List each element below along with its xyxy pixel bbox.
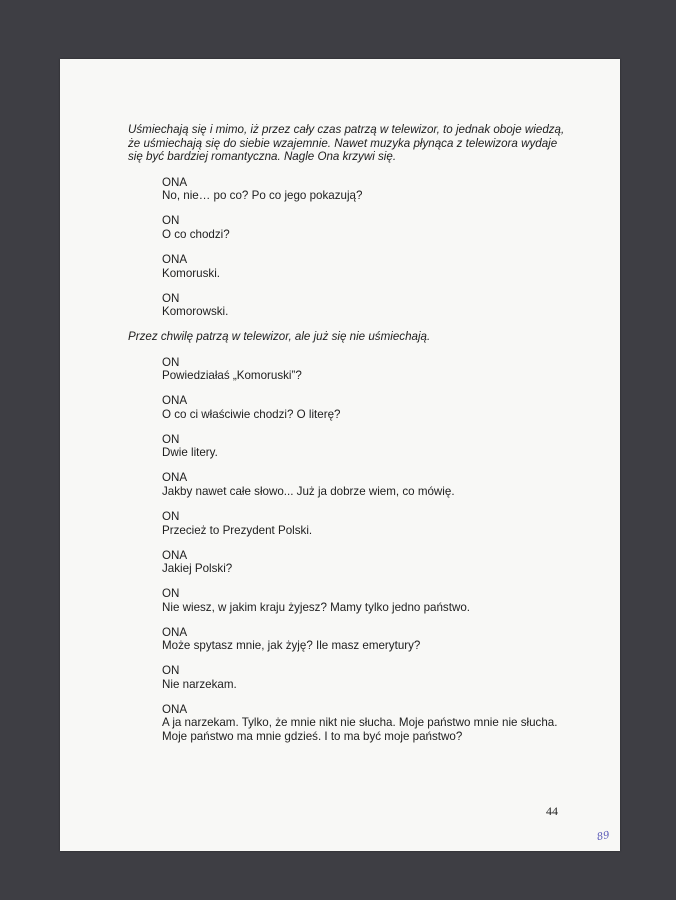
- speaker-name: ON: [162, 664, 180, 678]
- dialogue-line: [162, 214, 568, 241]
- dialogue-line: [162, 356, 568, 383]
- document-page: [60, 59, 620, 851]
- speaker-name: ONA: [162, 394, 188, 408]
- speech-text: Nie narzekam.: [162, 677, 237, 691]
- speaker-name: ON: [162, 432, 180, 446]
- stage-direction-2: Przez chwilę patrzą w telewizor, ale już się nie uśmiechają.: [128, 330, 431, 344]
- speech-text: Dwie litery.: [162, 446, 218, 460]
- speech-text: O co chodzi?: [162, 227, 230, 241]
- speech-text: No, nie… po co? Po co jego pokazują?: [162, 189, 363, 203]
- dialogue-line: [162, 471, 568, 498]
- dialogue-line: [162, 587, 568, 614]
- speaker-name: ONA: [162, 702, 188, 716]
- stage-direction-line: się być bardziej romantyczna. Nagle Ona krzywi się.: [128, 150, 397, 164]
- speech-text: Moje państwo ma mnie gdzieś. I to ma być moje państwo?: [162, 730, 463, 744]
- speech-text: Nie wiesz, w jakim kraju żyjesz? Mamy tylko jedno państwo.: [162, 600, 470, 614]
- dialogue-line: [162, 253, 568, 280]
- speaker-name: ON: [162, 214, 180, 228]
- speech-text: Jakby nawet całe słowo... Już ja dobrze wiem, co mówię.: [162, 485, 455, 499]
- speaker-name: ON: [162, 355, 180, 369]
- speaker-name: ON: [162, 587, 180, 601]
- speaker-name: ON: [162, 510, 180, 523]
- stage-direction-line: Uśmiechają się i mimo, iż przez cały czas patrzą w telewizor, to jednak oboje wiedzą,: [128, 123, 565, 136]
- dialogue-line: [162, 549, 568, 576]
- speech-text: O co ci właściwie chodzi? O literę?: [162, 407, 341, 421]
- dialogue-line: [162, 626, 568, 653]
- script-text: [128, 123, 568, 755]
- speech-text: Powiedziałaś „Komoruski”?: [162, 369, 302, 383]
- speech-text: Komorowski.: [162, 305, 229, 319]
- dialogue-line: [162, 664, 568, 691]
- speaker-name: ONA: [162, 548, 188, 562]
- speaker-name: ON: [162, 291, 180, 305]
- speech-text: Może spytasz mnie, jak żyję? Ile masz emerytury?: [162, 639, 421, 653]
- speech-text: A ja narzekam. Tylko, że mnie nikt nie słucha. Moje państwo mnie nie słucha.: [162, 716, 558, 730]
- speaker-name: ONA: [162, 175, 188, 189]
- speaker-name: ONA: [162, 625, 188, 639]
- speech-text: Komoruski.: [162, 266, 220, 280]
- dialogue-line: [162, 433, 568, 460]
- dialogue-line: [162, 292, 568, 319]
- dialogue-line: [162, 394, 568, 421]
- dialogue-line: [162, 510, 568, 537]
- page-number: 44: [546, 804, 558, 818]
- dialogue-line: [162, 176, 568, 203]
- handwritten-page-mark: 89: [595, 829, 611, 844]
- speech-text: Przecież to Prezydent Polski.: [162, 523, 313, 537]
- speech-text: Jakiej Polski?: [162, 562, 233, 576]
- speaker-name: ONA: [162, 252, 188, 266]
- stage-direction-line: że uśmiechają się do siebie wzajemnie. Nawet muzyka płynąca z telewizora wydaje: [128, 136, 558, 150]
- stage-direction-1: [128, 123, 568, 164]
- dialogue-line: [162, 703, 568, 744]
- speaker-name: ONA: [162, 471, 188, 485]
